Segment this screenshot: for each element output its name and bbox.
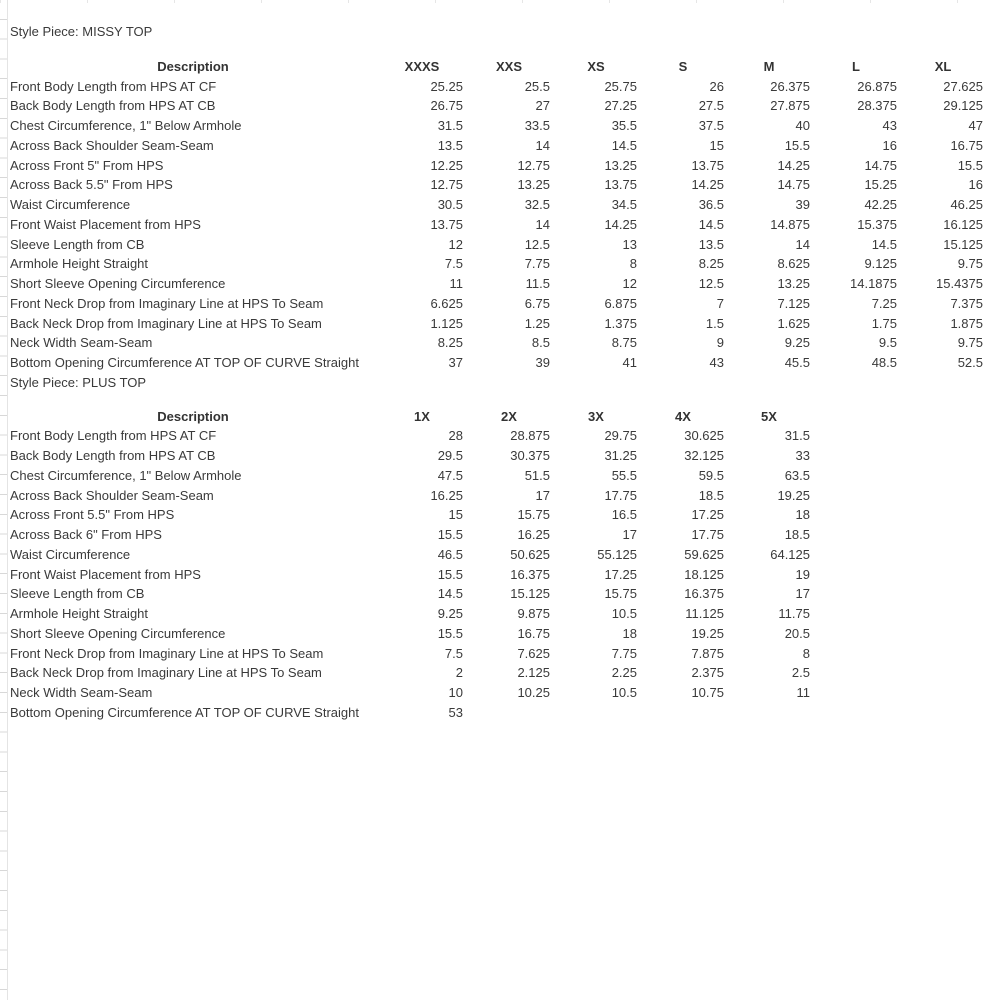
plus-blank-row — [10, 393, 995, 407]
plus-value-cell[interactable]: 19.25 — [777, 487, 810, 503]
plus-table-row — [10, 683, 995, 703]
missy-value-cell[interactable]: 6.625 — [430, 295, 463, 311]
plus-value-cell[interactable]: 17 — [535, 487, 550, 503]
missy-value-cell[interactable]: 40 — [795, 118, 810, 133]
missy-row-label[interactable]: Back Body Length from HPS AT CB — [10, 98, 216, 114]
plus-value-cell[interactable]: 47.5 — [437, 467, 463, 483]
plus-value-cell[interactable]: 30.625 — [684, 428, 724, 444]
missy-value-cell[interactable]: 7.5 — [444, 256, 463, 272]
missy-value-cell[interactable]: 43 — [709, 355, 724, 370]
plus-value-cell[interactable]: 28 — [448, 428, 463, 444]
plus-size-header-5x[interactable]: 5X — [761, 408, 777, 424]
missy-value-cell[interactable]: 6.875 — [604, 295, 637, 311]
missy-size-header-xxxs[interactable]: XXXS — [404, 58, 440, 74]
plus-value-cell[interactable]: 2.375 — [691, 665, 724, 681]
plus-value-cell[interactable]: 15.5 — [437, 566, 463, 582]
missy-table-row — [10, 314, 995, 334]
plus-table-row — [10, 584, 995, 604]
plus-value-cell[interactable]: 10.75 — [691, 685, 724, 700]
missy-value-cell[interactable]: 42.25 — [864, 197, 897, 212]
missy-value-cell[interactable]: 14.5 — [611, 137, 637, 153]
plus-table-row — [10, 565, 995, 585]
missy-description-header[interactable]: Description — [157, 58, 229, 74]
missy-value-cell[interactable]: 16.75 — [950, 137, 983, 153]
plus-value-cell[interactable]: 14.5 — [437, 586, 463, 602]
plus-value-cell[interactable]: 29.75 — [604, 428, 637, 444]
plus-value-cell[interactable]: 15.75 — [604, 586, 637, 602]
plus-value-cell[interactable]: 7.5 — [444, 645, 463, 661]
plus-description-header[interactable]: Description — [157, 408, 229, 424]
plus-value-cell[interactable]: 19.25 — [691, 625, 724, 641]
missy-value-cell[interactable]: 41 — [622, 355, 637, 370]
plus-value-cell[interactable]: 30.375 — [510, 448, 550, 463]
missy-value-cell[interactable]: 9.25 — [784, 335, 810, 351]
missy-value-cell[interactable]: 13.25 — [604, 157, 637, 173]
missy-size-header-xs[interactable]: XS — [587, 58, 605, 74]
plus-row-label[interactable]: Front Waist Placement from HPS — [10, 566, 201, 582]
missy-row-label[interactable]: Across Front 5" From HPS — [10, 157, 164, 173]
plus-value-cell[interactable]: 17.25 — [691, 507, 724, 523]
plus-table-row — [10, 426, 995, 446]
plus-table-row — [10, 604, 995, 624]
missy-value-cell[interactable]: 1.625 — [777, 315, 810, 331]
missy-value-cell[interactable]: 8.625 — [777, 256, 810, 272]
plus-value-cell[interactable]: 59.5 — [698, 467, 724, 483]
plus-row-label[interactable]: Back Body Length from HPS AT CB — [10, 448, 216, 463]
plus-value-cell[interactable]: 20.5 — [784, 625, 810, 641]
missy-value-cell[interactable]: 8.25 — [698, 256, 724, 272]
missy-value-cell[interactable]: 33.5 — [524, 118, 550, 133]
missy-value-cell[interactable]: 12.25 — [430, 157, 463, 173]
missy-value-cell[interactable]: 8.25 — [437, 335, 463, 351]
plus-value-cell[interactable]: 17 — [795, 586, 810, 602]
plus-value-cell[interactable]: 19 — [795, 566, 810, 582]
missy-size-header-m[interactable]: M — [763, 58, 775, 74]
plus-value-cell[interactable]: 7.875 — [691, 645, 724, 661]
missy-row-label[interactable]: Across Back 5.5" From HPS — [10, 177, 173, 193]
missy-value-cell[interactable]: 14.875 — [770, 216, 810, 232]
missy-row-label[interactable]: Front Waist Placement from HPS — [10, 216, 201, 232]
missy-value-cell[interactable]: 26.875 — [857, 78, 897, 94]
plus-value-cell[interactable]: 11.125 — [685, 606, 724, 621]
missy-value-cell[interactable]: 14.25 — [691, 177, 724, 193]
plus-value-cell[interactable]: 29.5 — [437, 448, 463, 463]
missy-value-cell[interactable]: 1.25 — [524, 315, 550, 331]
missy-value-cell[interactable]: 13.75 — [604, 177, 637, 193]
plus-row-label[interactable]: Waist Circumference — [10, 546, 131, 562]
missy-value-cell[interactable]: 34.5 — [611, 197, 637, 212]
plus-value-cell[interactable]: 18.5 — [784, 527, 810, 542]
plus-value-cell[interactable]: 63.5 — [784, 467, 810, 483]
plus-table-row — [10, 525, 995, 545]
missy-value-cell[interactable]: 26 — [709, 78, 724, 94]
missy-value-cell[interactable]: 15.25 — [864, 177, 897, 193]
missy-value-cell[interactable]: 14.5 — [871, 236, 897, 252]
missy-table-row — [10, 333, 995, 353]
missy-size-header-l[interactable]: L — [852, 58, 860, 74]
missy-row-label[interactable]: Back Neck Drop from Imaginary Line at HPS To Seam — [10, 315, 322, 331]
plus-size-header-1x[interactable]: 1X — [414, 408, 430, 424]
missy-value-cell[interactable]: 32.5 — [524, 197, 550, 212]
missy-value-cell[interactable]: 7.125 — [777, 295, 810, 311]
plus-value-cell[interactable]: 15.5 — [437, 625, 463, 641]
missy-table-row — [10, 353, 995, 373]
plus-value-cell[interactable]: 9.875 — [517, 606, 550, 621]
missy-value-cell[interactable]: 27.5 — [698, 98, 724, 114]
missy-value-cell[interactable]: 48.5 — [871, 355, 897, 370]
plus-value-cell[interactable]: 2 — [455, 665, 463, 681]
plus-header-row — [10, 407, 995, 427]
missy-value-cell[interactable]: 9.5 — [878, 335, 897, 351]
missy-value-cell[interactable]: 15.5 — [957, 157, 983, 173]
missy-row-label[interactable]: Chest Circumference, 1" Below Armhole — [10, 118, 242, 133]
plus-value-cell[interactable]: 50.625 — [510, 546, 550, 562]
missy-table-row — [10, 274, 995, 294]
missy-value-cell[interactable]: 9.75 — [957, 256, 983, 272]
missy-value-cell[interactable]: 29.125 — [943, 98, 983, 114]
plus-value-cell[interactable]: 15 — [448, 507, 463, 523]
plus-value-cell[interactable]: 2.5 — [791, 665, 810, 681]
missy-table-row — [10, 294, 995, 314]
missy-table-row — [10, 254, 995, 274]
plus-table-row — [10, 446, 995, 466]
missy-row-label[interactable]: Short Sleeve Opening Circumference — [10, 276, 226, 291]
missy-value-cell[interactable]: 12.5 — [698, 276, 724, 291]
plus-value-cell[interactable]: 55.5 — [611, 467, 637, 483]
plus-value-cell[interactable]: 10.5 — [611, 685, 637, 700]
plus-value-cell[interactable]: 51.5 — [524, 467, 550, 483]
plus-value-cell[interactable]: 11 — [796, 685, 810, 700]
missy-value-cell[interactable]: 39 — [795, 197, 810, 212]
missy-value-cell[interactable]: 46.25 — [950, 197, 983, 212]
plus-value-cell[interactable]: 17.75 — [691, 527, 724, 542]
plus-value-cell[interactable]: 18 — [795, 507, 810, 523]
plus-value-cell[interactable]: 17.25 — [604, 566, 637, 582]
missy-value-cell[interactable]: 11 — [449, 276, 463, 291]
missy-value-cell[interactable]: 8.75 — [611, 335, 637, 351]
plus-row-label[interactable]: Across Back 6" From HPS — [10, 527, 162, 542]
plus-value-cell[interactable]: 18.125 — [684, 566, 724, 582]
plus-value-cell[interactable]: 8 — [802, 645, 810, 661]
plus-value-cell[interactable]: 11.75 — [778, 606, 810, 621]
missy-value-cell[interactable]: 9.75 — [957, 335, 983, 351]
plus-row-label[interactable]: Sleeve Length from CB — [10, 586, 145, 602]
missy-row-label[interactable]: Front Body Length from HPS AT CF — [10, 78, 217, 94]
plus-row-label[interactable]: Short Sleeve Opening Circumference — [10, 625, 226, 641]
plus-value-cell[interactable]: 32.125 — [684, 448, 724, 463]
missy-value-cell[interactable]: 14.25 — [604, 216, 637, 232]
plus-row-label[interactable]: Chest Circumference, 1" Below Armhole — [10, 467, 242, 483]
plus-table-row — [10, 505, 995, 525]
missy-value-cell[interactable]: 9 — [716, 335, 724, 351]
missy-title-row — [10, 22, 995, 42]
missy-row-label[interactable]: Neck Width Seam-Seam — [10, 335, 153, 351]
missy-value-cell[interactable]: 16 — [968, 177, 983, 193]
plus-row-label[interactable]: Front Neck Drop from Imaginary Line at HPS To Seam — [10, 645, 324, 661]
missy-value-cell[interactable]: 14.75 — [777, 177, 810, 193]
plus-value-cell[interactable]: 18.5 — [698, 487, 724, 503]
missy-value-cell[interactable]: 6.75 — [524, 295, 550, 311]
plus-value-cell[interactable]: 16.25 — [430, 487, 463, 503]
plus-row-label[interactable]: Across Back Shoulder Seam-Seam — [10, 487, 214, 503]
plus-row-label[interactable]: Armhole Height Straight — [10, 606, 149, 621]
missy-value-cell[interactable]: 14.75 — [864, 157, 897, 173]
plus-table-row — [10, 545, 995, 565]
plus-value-cell[interactable]: 17 — [622, 527, 637, 542]
plus-value-cell[interactable]: 10.5 — [611, 606, 637, 621]
missy-value-cell[interactable]: 15.5 — [784, 137, 810, 153]
plus-value-cell[interactable]: 15.125 — [510, 586, 550, 602]
missy-table-row — [10, 175, 995, 195]
missy-table-row — [10, 136, 995, 156]
plus-value-cell[interactable]: 15.75 — [517, 507, 550, 523]
column-gridlines — [0, 0, 1000, 3]
missy-value-cell[interactable]: 47 — [968, 118, 983, 133]
missy-value-cell[interactable]: 15.4375 — [936, 276, 983, 291]
missy-value-cell[interactable]: 12 — [448, 236, 463, 252]
missy-table-row — [10, 96, 995, 116]
plus-title-row — [10, 373, 995, 393]
plus-value-cell[interactable]: 9.25 — [437, 606, 463, 621]
missy-value-cell[interactable]: 12 — [622, 276, 637, 291]
missy-value-cell[interactable]: 14 — [795, 236, 810, 252]
plus-value-cell[interactable]: 15.5 — [437, 527, 463, 542]
plus-value-cell[interactable]: 10 — [448, 685, 463, 700]
plus-value-cell[interactable]: 7.625 — [517, 645, 550, 661]
missy-value-cell[interactable]: 13.5 — [698, 236, 724, 252]
plus-row-label[interactable]: Back Neck Drop from Imaginary Line at HPS To Seam — [10, 665, 322, 681]
missy-value-cell[interactable]: 43 — [882, 118, 897, 133]
plus-value-cell[interactable]: 16.375 — [510, 566, 550, 582]
missy-value-cell[interactable]: 12.5 — [524, 236, 550, 252]
missy-value-cell[interactable]: 1.375 — [604, 315, 637, 331]
missy-size-header-xl[interactable]: XL — [934, 58, 952, 74]
plus-value-cell[interactable]: 16.75 — [517, 625, 550, 641]
missy-row-label[interactable]: Armhole Height Straight — [10, 256, 149, 272]
spreadsheet — [10, 22, 995, 723]
plus-table-row — [10, 486, 995, 506]
missy-value-cell[interactable]: 45.5 — [784, 355, 810, 370]
plus-value-cell[interactable]: 53 — [448, 704, 463, 720]
plus-value-cell[interactable]: 17.75 — [604, 487, 637, 503]
missy-value-cell[interactable]: 7.375 — [950, 295, 983, 311]
missy-value-cell[interactable]: 12.75 — [517, 157, 550, 173]
missy-value-cell[interactable]: 7 — [716, 295, 724, 311]
missy-value-cell[interactable]: 9.125 — [864, 256, 897, 272]
missy-value-cell[interactable]: 13.25 — [517, 177, 550, 193]
missy-value-cell[interactable]: 14.1875 — [850, 276, 897, 291]
missy-value-cell[interactable]: 7.25 — [871, 295, 897, 311]
missy-value-cell[interactable]: 30.5 — [437, 197, 463, 212]
missy-value-cell[interactable]: 28.375 — [857, 98, 897, 114]
plus-table-row — [10, 703, 995, 723]
missy-value-cell[interactable]: 16 — [882, 137, 897, 153]
missy-size-header-xxs[interactable]: XXS — [495, 58, 522, 74]
plus-value-cell[interactable]: 7.75 — [611, 645, 637, 661]
missy-value-cell[interactable]: 27 — [535, 98, 550, 114]
plus-size-header-2x[interactable]: 2X — [501, 408, 517, 424]
missy-value-cell[interactable]: 14.25 — [777, 157, 810, 173]
missy-value-cell[interactable]: 39 — [535, 355, 550, 370]
missy-value-cell[interactable]: 26.75 — [430, 98, 463, 114]
missy-value-cell[interactable]: 31.5 — [437, 118, 463, 133]
missy-size-header-s[interactable]: S — [678, 58, 688, 74]
plus-table-row — [10, 644, 995, 664]
missy-value-cell[interactable]: 13.5 — [437, 137, 463, 153]
missy-blank-row — [10, 42, 995, 57]
missy-value-cell[interactable]: 25.75 — [604, 78, 637, 94]
missy-value-cell[interactable]: 1.5 — [705, 315, 724, 331]
plus-row-label[interactable]: Across Front 5.5" From HPS — [10, 507, 175, 523]
plus-value-cell[interactable]: 31.5 — [784, 428, 810, 444]
missy-value-cell[interactable]: 15.375 — [857, 216, 897, 232]
plus-row-label[interactable]: Neck Width Seam-Seam — [10, 685, 153, 700]
missy-value-cell[interactable]: 13.75 — [691, 157, 724, 173]
missy-value-cell[interactable]: 1.75 — [871, 315, 897, 331]
plus-value-cell[interactable]: 33 — [795, 448, 810, 463]
plus-value-cell[interactable]: 46.5 — [437, 546, 463, 562]
missy-value-cell[interactable]: 25.25 — [430, 78, 463, 94]
missy-value-cell[interactable]: 15 — [709, 137, 724, 153]
missy-row-label[interactable]: Sleeve Length from CB — [10, 236, 145, 252]
missy-value-cell[interactable]: 8 — [629, 256, 637, 272]
missy-table-row — [10, 116, 995, 136]
plus-table-row — [10, 466, 995, 486]
missy-table-row — [10, 215, 995, 235]
missy-row-label[interactable]: Waist Circumference — [10, 197, 131, 212]
missy-value-cell[interactable]: 37.5 — [698, 118, 724, 133]
missy-value-cell[interactable]: 26.375 — [770, 78, 810, 94]
plus-value-cell[interactable]: 2.25 — [611, 665, 637, 681]
missy-value-cell[interactable]: 27.625 — [943, 78, 983, 94]
missy-value-cell[interactable]: 8.5 — [531, 335, 550, 351]
row-gutter — [0, 0, 8, 1000]
plus-table-row — [10, 663, 995, 683]
missy-value-cell[interactable]: 14.5 — [698, 216, 724, 232]
plus-value-cell[interactable]: 16.25 — [517, 527, 550, 542]
missy-value-cell[interactable]: 36.5 — [698, 197, 724, 212]
missy-row-label[interactable]: Front Neck Drop from Imaginary Line at HPS To Seam — [10, 295, 324, 311]
missy-value-cell[interactable]: 13 — [622, 236, 637, 252]
missy-value-cell[interactable]: 15.125 — [943, 236, 983, 252]
plus-value-cell[interactable]: 55.125 — [597, 546, 637, 562]
missy-value-cell[interactable]: 13.75 — [430, 216, 463, 232]
missy-value-cell[interactable]: 14 — [535, 216, 550, 232]
plus-row-label[interactable]: Bottom Opening Circumference AT TOP OF CURVE Straight — [10, 704, 359, 720]
plus-table-row — [10, 624, 995, 644]
plus-value-cell[interactable]: 16.375 — [684, 586, 724, 602]
plus-value-cell[interactable]: 64.125 — [770, 546, 810, 562]
missy-style-title[interactable]: Style Piece: MISSY TOP — [10, 24, 153, 39]
missy-table-row — [10, 156, 995, 176]
plus-value-cell[interactable]: 28.875 — [510, 428, 550, 444]
plus-size-header-3x[interactable]: 3X — [588, 408, 604, 424]
plus-value-cell[interactable]: 2.125 — [517, 665, 550, 681]
missy-value-cell[interactable]: 35.5 — [611, 118, 637, 133]
missy-value-cell[interactable]: 14 — [535, 137, 550, 153]
plus-value-cell[interactable]: 10.25 — [517, 685, 550, 700]
missy-table-row — [10, 235, 995, 255]
plus-size-header-4x[interactable]: 4X — [675, 408, 691, 424]
plus-value-cell[interactable]: 18 — [622, 625, 637, 641]
missy-value-cell[interactable]: 1.875 — [950, 315, 983, 331]
missy-table-row — [10, 195, 995, 215]
plus-value-cell[interactable]: 31.25 — [604, 448, 637, 463]
missy-value-cell[interactable]: 27.25 — [604, 98, 637, 114]
missy-value-cell[interactable]: 13.25 — [777, 276, 810, 291]
plus-value-cell[interactable]: 59.625 — [684, 546, 724, 562]
missy-value-cell[interactable]: 16.125 — [943, 216, 983, 232]
missy-value-cell[interactable]: 1.125 — [430, 315, 463, 331]
missy-value-cell[interactable]: 11.5 — [525, 276, 550, 291]
missy-value-cell[interactable]: 12.75 — [430, 177, 463, 193]
plus-value-cell[interactable]: 16.5 — [611, 507, 637, 523]
missy-value-cell[interactable]: 7.75 — [524, 256, 550, 272]
plus-row-label[interactable]: Front Body Length from HPS AT CF — [10, 428, 217, 444]
missy-value-cell[interactable]: 25.5 — [524, 78, 550, 94]
missy-header-row — [10, 57, 995, 77]
missy-value-cell[interactable]: 37 — [448, 355, 463, 370]
plus-style-title[interactable]: Style Piece: PLUS TOP — [10, 374, 147, 390]
missy-row-label[interactable]: Bottom Opening Circumference AT TOP OF CURVE Straight — [10, 355, 359, 370]
missy-value-cell[interactable]: 27.875 — [770, 98, 810, 114]
missy-row-label[interactable]: Across Back Shoulder Seam-Seam — [10, 137, 214, 153]
missy-value-cell[interactable]: 52.5 — [957, 355, 983, 370]
missy-table-row — [10, 77, 995, 97]
